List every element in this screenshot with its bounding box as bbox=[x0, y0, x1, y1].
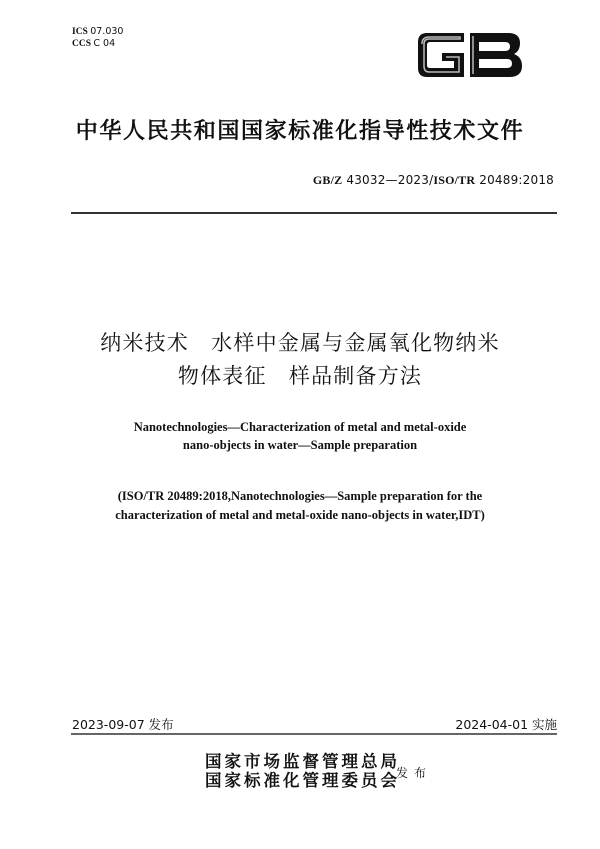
english-title bbox=[0, 418, 600, 454]
chinese-title-line1: 纳米技术 水样中金属与金属氧化物纳米 bbox=[100, 331, 500, 355]
ics-code: ICS 07.030 bbox=[72, 26, 124, 37]
publish-date: 2023-09-07 发布 bbox=[72, 717, 174, 732]
chinese-title bbox=[0, 327, 600, 393]
chinese-title-line2: 物体表征 样品制备方法 bbox=[177, 364, 423, 388]
iso-reference-line1: (ISO/TR 20489:2018,Nanotechnologies—Sample preparation for the bbox=[117, 489, 483, 503]
english-title-line1: Nanotechnologies—Characterization of metal and metal-oxide bbox=[133, 420, 467, 434]
issuer-sac: 国家标准化管理委员会 bbox=[205, 771, 400, 790]
issuing-authorities bbox=[205, 752, 400, 790]
iso-reference bbox=[0, 487, 600, 525]
footer-divider bbox=[71, 733, 557, 735]
issue-label: 发布 bbox=[396, 766, 433, 780]
classification-codes bbox=[72, 26, 123, 50]
ccs-code: CCS C 04 bbox=[72, 38, 116, 49]
header-divider bbox=[71, 212, 557, 214]
document-number: GB/Z 43032—2023/ISO/TR 20489:2018 bbox=[312, 173, 554, 187]
gb-logo-icon bbox=[412, 30, 526, 80]
issuer-samr: 国家市场监督管理总局 bbox=[205, 752, 400, 771]
document-type-heading: 中华人民共和国国家标准化指导性技术文件 bbox=[75, 118, 525, 143]
english-title-line2: nano-objects in water—Sample preparation bbox=[182, 438, 418, 452]
implementation-date: 2024-04-01 实施 bbox=[455, 717, 557, 732]
iso-reference-line2: characterization of metal and metal-oxide nano-objects in water,IDT) bbox=[115, 508, 485, 522]
